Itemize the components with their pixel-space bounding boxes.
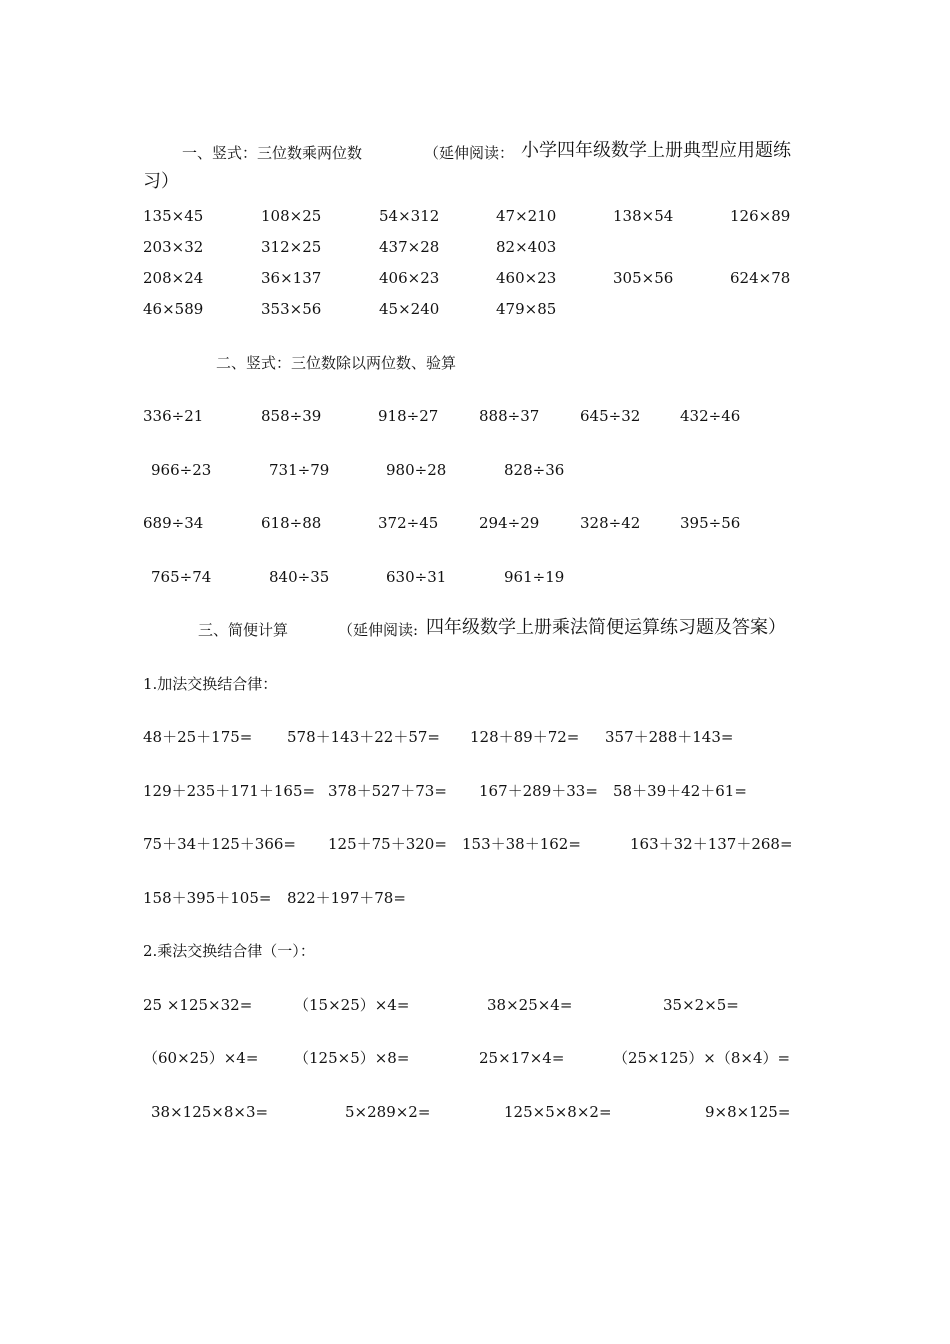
problem: 395÷56 [680,514,741,532]
problem: 645÷32 [580,407,641,425]
problem: 48＋25＋175= [143,728,253,746]
section2-heading: 二、竖式：三位数除以两位数、验算 [216,354,457,372]
problem: 305×56 [613,269,674,287]
problem: 479×85 [496,300,557,318]
problem: 328÷42 [580,514,641,532]
problem: 45×240 [379,300,440,318]
problem: 822＋197＋78= [287,889,406,907]
problem: 294÷29 [479,514,540,532]
problem: 5×289×2= [345,1103,431,1121]
problem: 961÷19 [504,568,565,586]
problem: 888÷37 [479,407,540,425]
problem: 966÷23 [151,461,212,479]
section3-heading: 三、简便计算 [198,621,289,639]
problem: 36×137 [261,269,322,287]
problem: 432÷46 [680,407,741,425]
problem: 129＋235＋171＋165= [143,782,316,800]
problem: 128＋89＋72= [470,728,580,746]
problem: （125×5）×8= [294,1049,410,1067]
sub1-title: 1.加法交换结合律： [143,675,278,693]
problem: 35×2×5= [663,996,739,1014]
problem: 460×23 [496,269,557,287]
problem: 840÷35 [269,568,330,586]
problem: 858÷39 [261,407,322,425]
problem: 765÷74 [151,568,212,586]
problem: 980÷28 [386,461,447,479]
problem: 828÷36 [504,461,565,479]
problem: 135×45 [143,207,204,225]
problem: （25×125）×（8×4）= [613,1049,791,1067]
section1-ext-prefix: （延伸阅读： [424,144,515,162]
problem: 47×210 [496,207,557,225]
problem: 25×17×4= [479,1049,565,1067]
problem: 38×25×4= [487,996,573,1014]
section1-ext-wrap: 习） [143,171,179,192]
problem: 630÷31 [386,568,447,586]
problem: 82×403 [496,238,557,256]
problem: 167＋289＋33= [479,782,598,800]
problem: 624×78 [730,269,791,287]
problem: 163＋32＋137＋268= [630,835,793,853]
problem: 203×32 [143,238,204,256]
problem: 406×23 [379,269,440,287]
section3-ext-link[interactable]: 四年级数学上册乘法简便运算练习题及答案） [426,617,786,638]
problem: 208×24 [143,269,204,287]
problem: 58＋39＋42＋61= [613,782,747,800]
problem: 618÷88 [261,514,322,532]
problem: 38×125×8×3= [151,1103,269,1121]
problem: 9×8×125= [705,1103,791,1121]
problem: 336÷21 [143,407,204,425]
problem: 357＋288＋143= [605,728,734,746]
sub2-title: 2.乘法交换结合律（一）： [143,942,315,960]
problem: 372÷45 [378,514,439,532]
problem: 125＋75＋320= [328,835,447,853]
section3-ext-prefix: （延伸阅读: [338,621,419,639]
problem: 689÷34 [143,514,204,532]
problem: 437×28 [379,238,440,256]
section1-heading: 一、竖式：三位数乘两位数 [182,144,363,162]
problem: 75＋34＋125＋366= [143,835,297,853]
problem: 918÷27 [378,407,439,425]
problem: 578＋143＋22＋57= [287,728,441,746]
problem: 158＋395＋105= [143,889,272,907]
problem: 25 ×125×32= [143,996,253,1014]
problem: 731÷79 [269,461,330,479]
problem: （15×25）×4= [294,996,410,1014]
problem: 153＋38＋162= [462,835,581,853]
problem: 125×5×8×2= [504,1103,612,1121]
problem: 126×89 [730,207,791,225]
problem: 378＋527＋73= [328,782,447,800]
section1-ext-link[interactable]: 小学四年级数学上册典型应用题练 [521,140,791,161]
problem: 353×56 [261,300,322,318]
problem: 108×25 [261,207,322,225]
problem: 46×589 [143,300,204,318]
problem: 312×25 [261,238,322,256]
problem: （60×25）×4= [143,1049,259,1067]
problem: 54×312 [379,207,440,225]
problem: 138×54 [613,207,674,225]
